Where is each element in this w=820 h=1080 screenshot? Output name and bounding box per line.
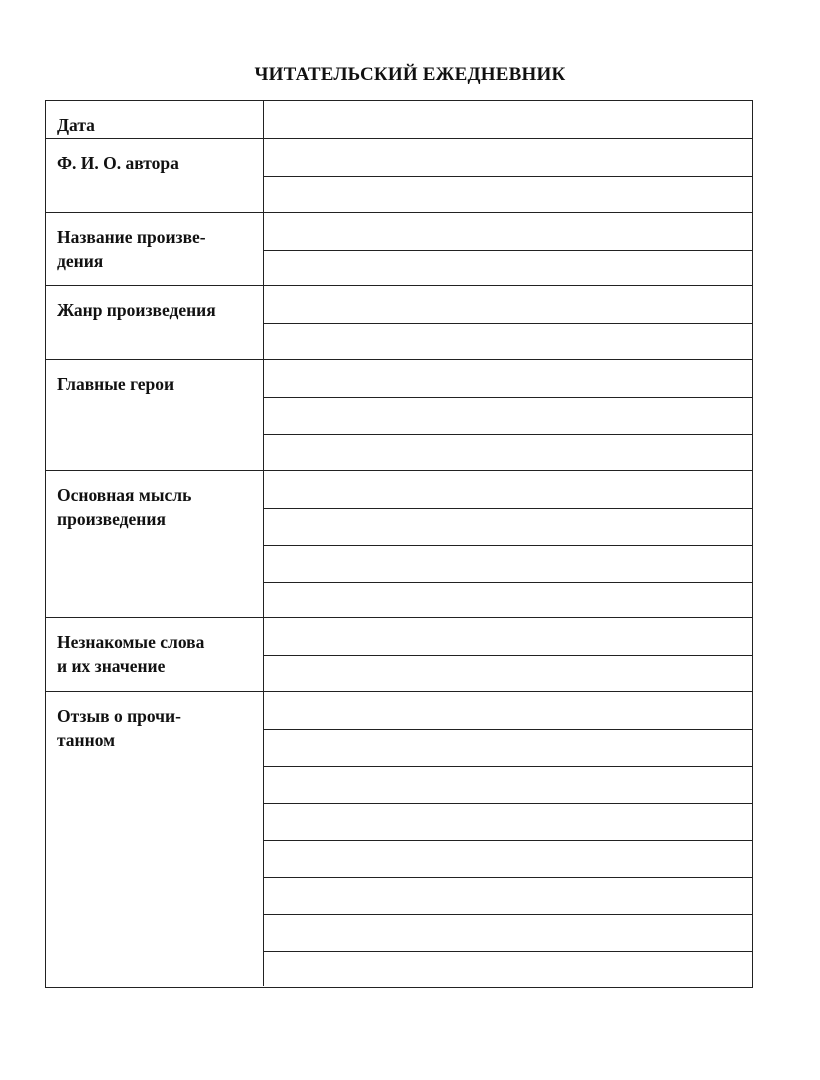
form-row (46, 617, 752, 691)
form-row (46, 285, 752, 359)
writing-area[interactable] (264, 360, 752, 470)
row-label: Дата (46, 101, 264, 138)
writing-line (264, 951, 752, 952)
form-row (46, 212, 752, 286)
writing-line (264, 803, 752, 804)
writing-line (264, 434, 752, 435)
writing-line (264, 582, 752, 583)
writing-line (264, 729, 752, 730)
writing-line (264, 840, 752, 841)
writing-line (264, 176, 752, 177)
row-label: Незнакомые слова и их значение (46, 618, 264, 691)
writing-area[interactable] (264, 139, 752, 212)
row-label: Главные герои (46, 360, 264, 470)
row-label: Отзыв о прочи- танном (46, 692, 264, 986)
writing-area[interactable] (264, 471, 752, 618)
form-row (46, 138, 752, 212)
form-row (46, 691, 752, 986)
form-row (46, 470, 752, 618)
writing-line (264, 655, 752, 656)
writing-line (264, 877, 752, 878)
writing-area[interactable] (264, 286, 752, 359)
writing-area[interactable] (264, 692, 752, 986)
document-title: ЧИТАТЕЛЬСКИЙ ЕЖЕДНЕВНИК (254, 64, 566, 85)
writing-line (264, 323, 752, 324)
writing-area[interactable] (264, 101, 752, 138)
writing-line (264, 545, 752, 546)
row-label: Ф. И. О. автора (46, 139, 264, 212)
form-row (46, 101, 752, 138)
writing-line (264, 397, 752, 398)
reading-diary-form (45, 100, 753, 988)
writing-line (264, 766, 752, 767)
writing-line (264, 250, 752, 251)
writing-area[interactable] (264, 618, 752, 691)
form-row (46, 359, 752, 470)
row-label: Название произве- дения (46, 213, 264, 286)
writing-line (264, 914, 752, 915)
writing-line (264, 508, 752, 509)
row-label: Основная мысль произведения (46, 471, 264, 618)
writing-area[interactable] (264, 213, 752, 286)
row-label: Жанр произведения (46, 286, 264, 359)
